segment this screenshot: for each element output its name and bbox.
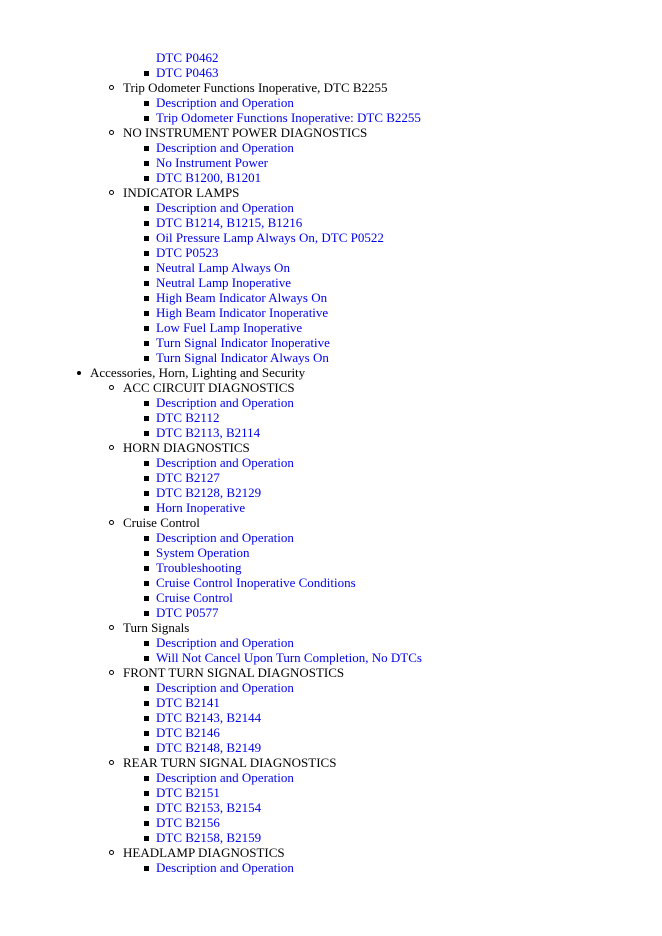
toc-link-item[interactable] (0, 65, 662, 80)
toc-link-item[interactable] (0, 470, 662, 485)
toc-link-item[interactable] (0, 680, 662, 695)
toc-link-item[interactable] (0, 290, 662, 305)
square-bullet-icon (144, 611, 149, 616)
square-bullet-icon (144, 416, 149, 421)
square-bullet-icon (144, 701, 149, 706)
toc-link[interactable]: Will Not Cancel Upon Turn Completion, No DTCs (156, 650, 422, 665)
toc-link-item[interactable] (0, 710, 662, 725)
square-bullet-icon (144, 821, 149, 826)
square-bullet-icon (144, 836, 149, 841)
toc-link-item[interactable] (0, 95, 662, 110)
toc-link[interactable]: DTC B2148, B2149 (156, 740, 262, 755)
toc-link[interactable]: Description and Operation (156, 140, 294, 155)
toc-link-item[interactable] (0, 815, 662, 830)
toc-link-item[interactable] (0, 740, 662, 755)
toc-link-item[interactable] (0, 785, 662, 800)
square-bullet-icon (144, 176, 149, 181)
toc-link-item[interactable] (0, 200, 662, 215)
square-bullet-icon (144, 281, 149, 286)
toc-link[interactable]: DTC B2128, B2129 (156, 485, 262, 500)
toc-link[interactable]: DTC B2141 (156, 695, 220, 710)
toc-section-item (0, 380, 662, 395)
square-bullet-icon (144, 461, 149, 466)
toc-link[interactable]: Troubleshooting (156, 560, 242, 575)
square-bullet-icon (144, 716, 149, 721)
toc-link[interactable]: High Beam Indicator Always On (156, 290, 328, 305)
toc-link[interactable]: Oil Pressure Lamp Always On, DTC P0522 (156, 230, 384, 245)
toc-heading: Accessories, Horn, Lighting and Security (90, 365, 306, 380)
square-bullet-icon (144, 506, 149, 511)
toc-link-item[interactable] (0, 575, 662, 590)
square-bullet-icon (144, 296, 149, 301)
square-bullet-icon (144, 236, 149, 241)
toc-link[interactable]: DTC B2153, B2154 (156, 800, 262, 815)
toc-heading: INDICATOR LAMPS (123, 185, 240, 200)
toc-heading: FRONT TURN SIGNAL DIAGNOSTICS (123, 665, 345, 680)
toc-link[interactable]: Description and Operation (156, 635, 294, 650)
toc-section-item (0, 620, 662, 635)
square-bullet-icon (144, 206, 149, 211)
square-bullet-icon (144, 116, 149, 121)
toc-link-item[interactable] (0, 50, 662, 65)
toc-link-item[interactable] (0, 320, 662, 335)
toc-link-item[interactable] (0, 455, 662, 470)
toc-link[interactable]: Low Fuel Lamp Inoperative (156, 320, 303, 335)
toc-link[interactable]: Description and Operation (156, 680, 294, 695)
square-bullet-icon (144, 746, 149, 751)
toc-link[interactable]: DTC B2151 (156, 785, 220, 800)
toc-link[interactable]: No Instrument Power (156, 155, 268, 170)
toc-link[interactable]: DTC B2113, B2114 (156, 425, 261, 440)
toc-link[interactable]: Trip Odometer Functions Inoperative: DTC B2255 (156, 110, 421, 125)
toc-link[interactable]: DTC B2146 (156, 725, 220, 740)
toc-link-item[interactable] (0, 275, 662, 290)
toc-heading: HORN DIAGNOSTICS (123, 440, 250, 455)
square-bullet-icon (144, 776, 149, 781)
toc-link-item[interactable] (0, 245, 662, 260)
circle-bullet-icon (109, 625, 114, 630)
toc-link-item[interactable] (0, 800, 662, 815)
toc-section-item (0, 440, 662, 455)
square-bullet-icon (144, 221, 149, 226)
toc-link[interactable]: DTC P0462 (156, 50, 219, 65)
square-bullet-icon (144, 566, 149, 571)
toc-section-item (0, 845, 662, 860)
toc-heading: NO INSTRUMENT POWER DIAGNOSTICS (123, 125, 368, 140)
square-bullet-icon (144, 731, 149, 736)
toc-link[interactable]: Description and Operation (156, 455, 294, 470)
square-bullet-icon (144, 161, 149, 166)
toc-link-item[interactable] (0, 860, 662, 875)
toc-link-item[interactable] (0, 485, 662, 500)
square-bullet-icon (144, 581, 149, 586)
toc-link[interactable]: DTC P0577 (156, 605, 219, 620)
toc-heading: REAR TURN SIGNAL DIAGNOSTICS (123, 755, 337, 770)
toc-link-item[interactable] (0, 770, 662, 785)
circle-bullet-icon (109, 130, 114, 135)
circle-bullet-icon (109, 850, 114, 855)
square-bullet-icon (144, 866, 149, 871)
toc-link-item[interactable] (0, 500, 662, 515)
circle-bullet-icon (109, 670, 114, 675)
square-bullet-icon (144, 536, 149, 541)
toc-link-item[interactable] (0, 530, 662, 545)
square-bullet-icon (144, 806, 149, 811)
disc-bullet-icon (77, 371, 81, 375)
square-bullet-icon (144, 596, 149, 601)
toc-link-item[interactable] (0, 140, 662, 155)
square-bullet-icon (144, 146, 149, 151)
toc-link[interactable]: Description and Operation (156, 530, 294, 545)
toc-heading: Cruise Control (123, 515, 200, 530)
square-bullet-icon (144, 71, 149, 76)
square-bullet-icon (144, 326, 149, 331)
toc-link-item[interactable] (0, 545, 662, 560)
toc-link-item[interactable] (0, 590, 662, 605)
square-bullet-icon (144, 431, 149, 436)
square-bullet-icon (144, 791, 149, 796)
toc-heading: ACC CIRCUIT DIAGNOSTICS (123, 380, 295, 395)
toc-link-item[interactable] (0, 695, 662, 710)
square-bullet-icon (144, 311, 149, 316)
toc-link-item[interactable] (0, 650, 662, 665)
toc-link[interactable]: Neutral Lamp Always On (156, 260, 290, 275)
toc-link[interactable]: DTC P0463 (156, 65, 219, 80)
toc-link-item[interactable] (0, 260, 662, 275)
toc-section-item (0, 80, 662, 95)
square-bullet-icon (144, 641, 149, 646)
toc-section-item (0, 365, 662, 380)
toc-section-item (0, 665, 662, 680)
square-bullet-icon (144, 266, 149, 271)
toc-heading: Trip Odometer Functions Inoperative, DTC B2255 (123, 80, 388, 95)
square-bullet-icon (144, 491, 149, 496)
toc-heading: HEADLAMP DIAGNOSTICS (123, 845, 285, 860)
toc-link-item[interactable] (0, 305, 662, 320)
circle-bullet-icon (109, 520, 114, 525)
square-bullet-icon (144, 686, 149, 691)
circle-bullet-icon (109, 445, 114, 450)
toc-link[interactable]: DTC B2156 (156, 815, 220, 830)
square-bullet-icon (144, 341, 149, 346)
toc-link-item[interactable] (0, 410, 662, 425)
toc-link[interactable]: DTC B1200, B1201 (156, 170, 262, 185)
toc-link[interactable]: Cruise Control Inoperative Conditions (156, 575, 356, 590)
toc-link[interactable]: DTC B2112 (156, 410, 220, 425)
toc-link[interactable]: DTC B2143, B2144 (156, 710, 262, 725)
toc-link[interactable]: System Operation (156, 545, 250, 560)
toc-link-item[interactable] (0, 830, 662, 845)
square-bullet-icon (144, 656, 149, 661)
toc-link[interactable]: Description and Operation (156, 95, 294, 110)
toc-link-item[interactable] (0, 215, 662, 230)
toc-link-item[interactable] (0, 560, 662, 575)
toc-link[interactable]: Description and Operation (156, 770, 294, 785)
toc-link[interactable]: Description and Operation (156, 395, 294, 410)
toc-link-item[interactable] (0, 335, 662, 350)
toc-link-item[interactable] (0, 395, 662, 410)
toc-link[interactable]: Cruise Control (156, 590, 233, 605)
toc-link[interactable]: Turn Signal Indicator Always On (156, 350, 329, 365)
circle-bullet-icon (109, 760, 114, 765)
toc-link[interactable]: Turn Signal Indicator Inoperative (156, 335, 330, 350)
toc-link[interactable]: High Beam Indicator Inoperative (156, 305, 329, 320)
toc-link-item[interactable] (0, 170, 662, 185)
circle-bullet-icon (109, 385, 114, 390)
toc-link-item[interactable] (0, 230, 662, 245)
toc-link[interactable]: Description and Operation (156, 200, 294, 215)
toc-section-item (0, 515, 662, 530)
circle-bullet-icon (109, 190, 114, 195)
toc-heading: Turn Signals (123, 620, 190, 635)
toc-link[interactable]: Neutral Lamp Inoperative (156, 275, 291, 290)
square-bullet-icon (144, 401, 149, 406)
toc-link-item[interactable] (0, 605, 662, 620)
square-bullet-icon (144, 356, 149, 361)
square-bullet-icon (144, 476, 149, 481)
toc-link[interactable]: DTC B1214, B1215, B1216 (156, 215, 303, 230)
toc-link-item[interactable] (0, 425, 662, 440)
toc-link-item[interactable] (0, 635, 662, 650)
toc-section-item (0, 125, 662, 140)
toc-link[interactable]: DTC P0523 (156, 245, 219, 260)
circle-bullet-icon (109, 85, 114, 90)
toc-link[interactable]: DTC B2158, B2159 (156, 830, 262, 845)
square-bullet-icon (144, 551, 149, 556)
toc-link-item[interactable] (0, 110, 662, 125)
toc-section-item (0, 185, 662, 200)
toc-link[interactable]: Horn Inoperative (156, 500, 246, 515)
toc-link[interactable]: DTC B2127 (156, 470, 220, 485)
toc-section-item (0, 755, 662, 770)
toc-link-item[interactable] (0, 155, 662, 170)
square-bullet-icon (144, 101, 149, 106)
document-outline (0, 50, 662, 875)
toc-link[interactable]: Description and Operation (156, 860, 294, 875)
toc-link-item[interactable] (0, 350, 662, 365)
toc-link-item[interactable] (0, 725, 662, 740)
square-bullet-icon (144, 251, 149, 256)
